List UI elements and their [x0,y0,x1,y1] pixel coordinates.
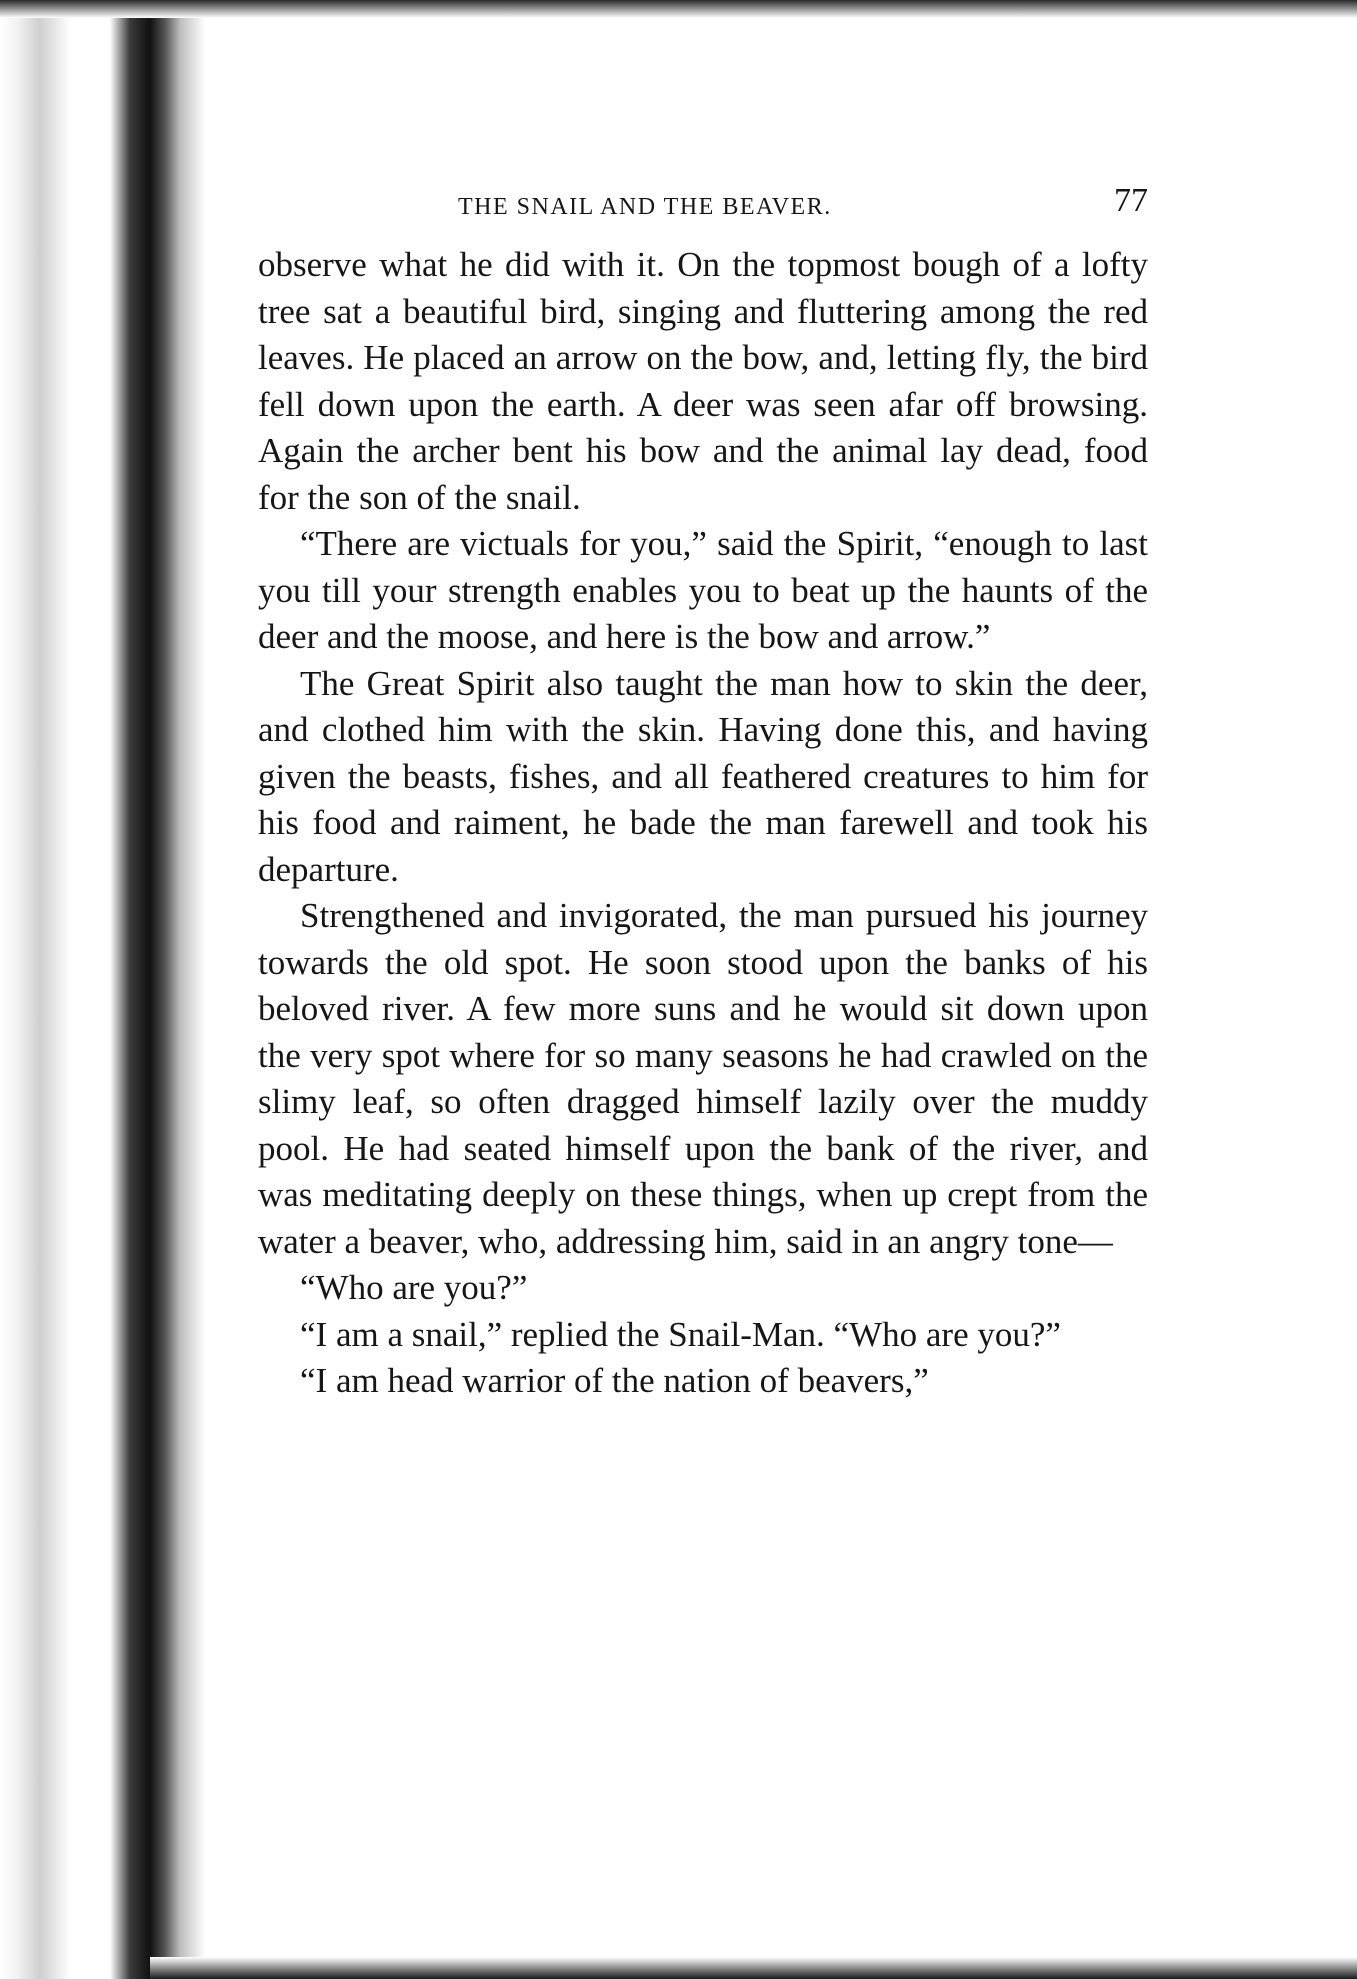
book-binding-edge [0,0,215,1979]
running-title: THE SNAIL AND THE BEAVER. [458,194,832,220]
paragraph: “I am head warrior of the nation of beavers,” [300,1361,929,1400]
running-head [258,170,1158,230]
paragraph: “I am a snail,” replied the Snail-Man. “Who are you?” [300,1314,1061,1354]
book-page [258,170,1158,1405]
paragraph: “Who are you?” [300,1268,528,1307]
page-number: 77 [1114,182,1148,219]
scan-top-edge [0,0,1357,18]
scan-bottom-edge [150,1957,1357,1979]
paragraph: The Great Spirit also taught the man how to skin the deer, and clothed him with the skin. Having done this, and having given the beasts, fishes, and all feathered creatures to him for his food and raiment, he bade the man farewell and took his departure. [258,663,1148,889]
paragraph: “There are victuals for you,” said the Spirit, “enough to last you till your strength enables you to beat up the haunts of the deer and the moose, and here is the bow and arrow.” [258,524,1148,656]
paragraph: observe what he did with it. On the topmost bough of a lofty tree sat a beautiful bird, singing and fluttering among the red leaves. He placed an arrow on the bow, and, letting fly, the bird fell down upon the earth. A deer was seen afar off browsing. Again the archer bent his bow and the animal lay dead, food for the son of the snail. [258,245,1148,517]
body-text [258,242,1148,1405]
paragraph: Strengthened and invigorated, the man pursued his journey towards the old spot. He soon stood upon the banks of his beloved river. A few more suns and he would sit down upon the very spot where for so many seasons he had crawled on the slimy leaf, so often dragged himself lazily over the muddy pool. He had seated himself upon the bank of the river, and was meditating deeply on these things, when up crept from the water a beaver, who, addressing him, said in an angry tone— [258,896,1148,1261]
